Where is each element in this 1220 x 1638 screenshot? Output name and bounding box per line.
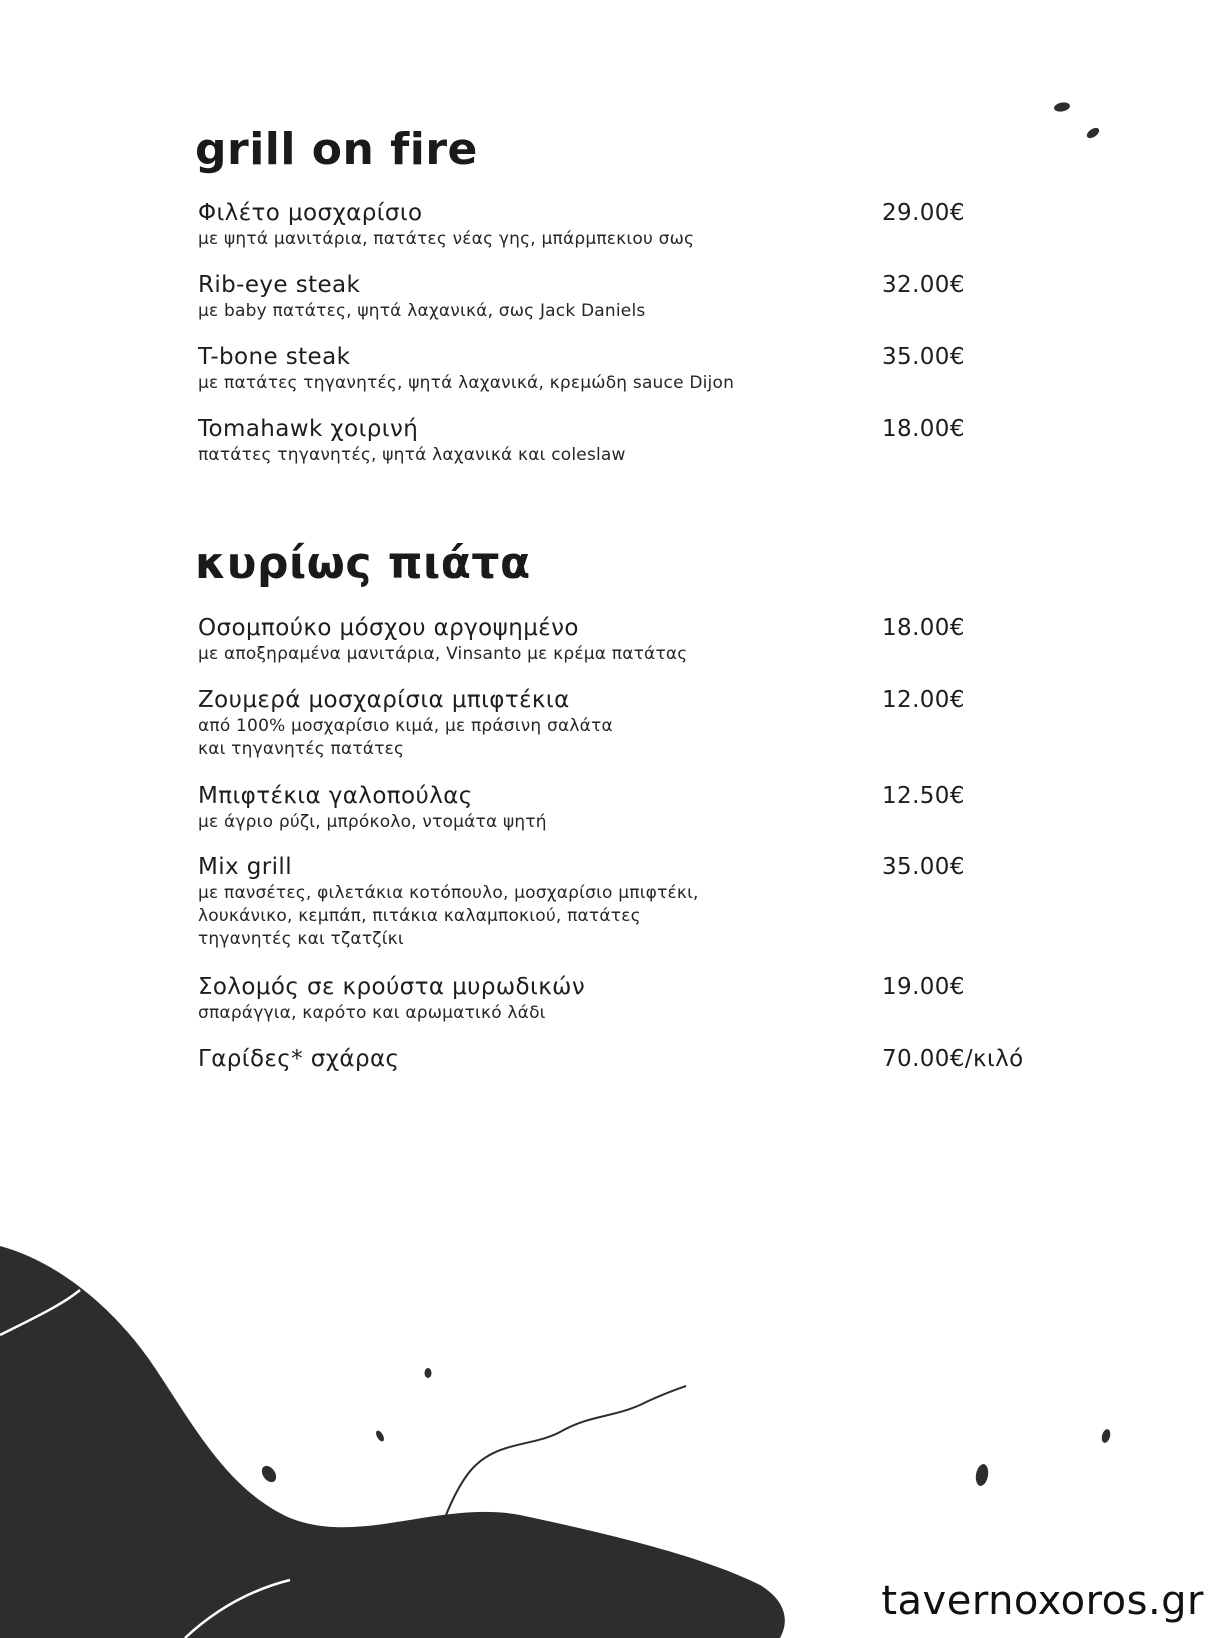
item-name: Tomahawk χοιρινή bbox=[198, 416, 419, 442]
item-description: με baby πατάτες, ψητά λαχανικά, σως Jack Daniels bbox=[198, 301, 646, 321]
item-description: λουκάνικο, κεμπάπ, πιτάκια καλαμποκιού, πατάτες bbox=[198, 906, 641, 926]
item-name: Σολομός σε κρούστα μυρωδικών bbox=[198, 974, 586, 1000]
item-price: 29.00€ bbox=[882, 200, 965, 226]
menu-item bbox=[198, 973, 1098, 1025]
menu-item bbox=[198, 271, 1098, 323]
ink-dot bbox=[974, 1463, 990, 1487]
item-description: με πατάτες τηγανητές, ψητά λαχανικά, κρεμώδη sauce Dijon bbox=[198, 373, 735, 393]
item-description: με πανσέτες, φιλετάκια κοτόπουλο, μοσχαρίσιο μπιφτέκι, bbox=[198, 883, 699, 903]
item-price: 70.00€/κιλό bbox=[882, 1046, 1024, 1072]
menu-item bbox=[198, 1045, 1098, 1073]
ink-dot bbox=[1085, 126, 1101, 141]
menu-item bbox=[198, 782, 1098, 834]
item-description: με αποξηραμένα μανιτάρια, Vinsanto με κρέμα πατάτας bbox=[198, 644, 688, 664]
item-price: 35.00€ bbox=[882, 854, 965, 880]
thin-curve-line bbox=[430, 1386, 686, 1560]
item-name: Ζουμερά μοσχαρίσια μπιφτέκια bbox=[198, 687, 570, 713]
item-price: 32.00€ bbox=[882, 272, 965, 298]
ink-dot bbox=[259, 1463, 279, 1485]
item-name: Mix grill bbox=[198, 854, 292, 880]
item-price: 18.00€ bbox=[882, 615, 965, 641]
item-description: πατάτες τηγανητές, ψητά λαχανικά και coleslaw bbox=[198, 445, 626, 465]
item-price: 12.50€ bbox=[882, 783, 965, 809]
item-price: 18.00€ bbox=[882, 416, 965, 442]
item-name: Φιλέτο μοσχαρίσιο bbox=[198, 200, 423, 226]
white-curve-line-bottom bbox=[185, 1580, 290, 1638]
item-description: σπαράγγια, καρότο και αρωματικό λάδι bbox=[198, 1003, 546, 1023]
item-price: 35.00€ bbox=[882, 344, 965, 370]
ink-dot bbox=[425, 1368, 432, 1378]
item-description: τηγανητές και τζατζίκι bbox=[198, 929, 404, 949]
item-description: και τηγανητές πατάτες bbox=[198, 739, 405, 759]
white-curve-line-left bbox=[0, 1290, 80, 1335]
ink-dot bbox=[1100, 1428, 1111, 1444]
dark-wave-shape bbox=[0, 1246, 785, 1638]
watermark-text: tavernoxoros.gr bbox=[881, 1578, 1204, 1624]
section-title: κυρίως πιάτα bbox=[195, 538, 531, 589]
menu-item bbox=[198, 853, 1098, 951]
menu-item bbox=[198, 343, 1098, 395]
menu-item bbox=[198, 686, 1098, 761]
item-price: 19.00€ bbox=[882, 974, 965, 1000]
menu-item bbox=[198, 614, 1098, 666]
menu-item bbox=[198, 415, 1098, 467]
item-description: από 100% μοσχαρίσιο κιμά, με πράσινη σαλάτα bbox=[198, 716, 613, 736]
item-name: T-bone steak bbox=[198, 344, 351, 370]
menu-item bbox=[198, 199, 1098, 251]
item-name: Μπιφτέκια γαλοπούλας bbox=[198, 783, 473, 809]
item-description: με ψητά μανιτάρια, πατάτες νέας γης, μπάρμπεκιου σως bbox=[198, 229, 695, 249]
item-price: 12.00€ bbox=[882, 687, 965, 713]
ink-dot bbox=[1053, 101, 1070, 113]
item-description: με άγριο ρύζι, μπρόκολο, ντομάτα ψητή bbox=[198, 812, 547, 832]
item-name: Οσομπούκο μόσχου αργοψημένο bbox=[198, 615, 579, 641]
ink-dot bbox=[374, 1429, 385, 1442]
section-title: grill on fire bbox=[195, 124, 478, 175]
item-name: Rib-eye steak bbox=[198, 272, 361, 298]
item-name: Γαρίδες* σχάρας bbox=[198, 1046, 400, 1072]
